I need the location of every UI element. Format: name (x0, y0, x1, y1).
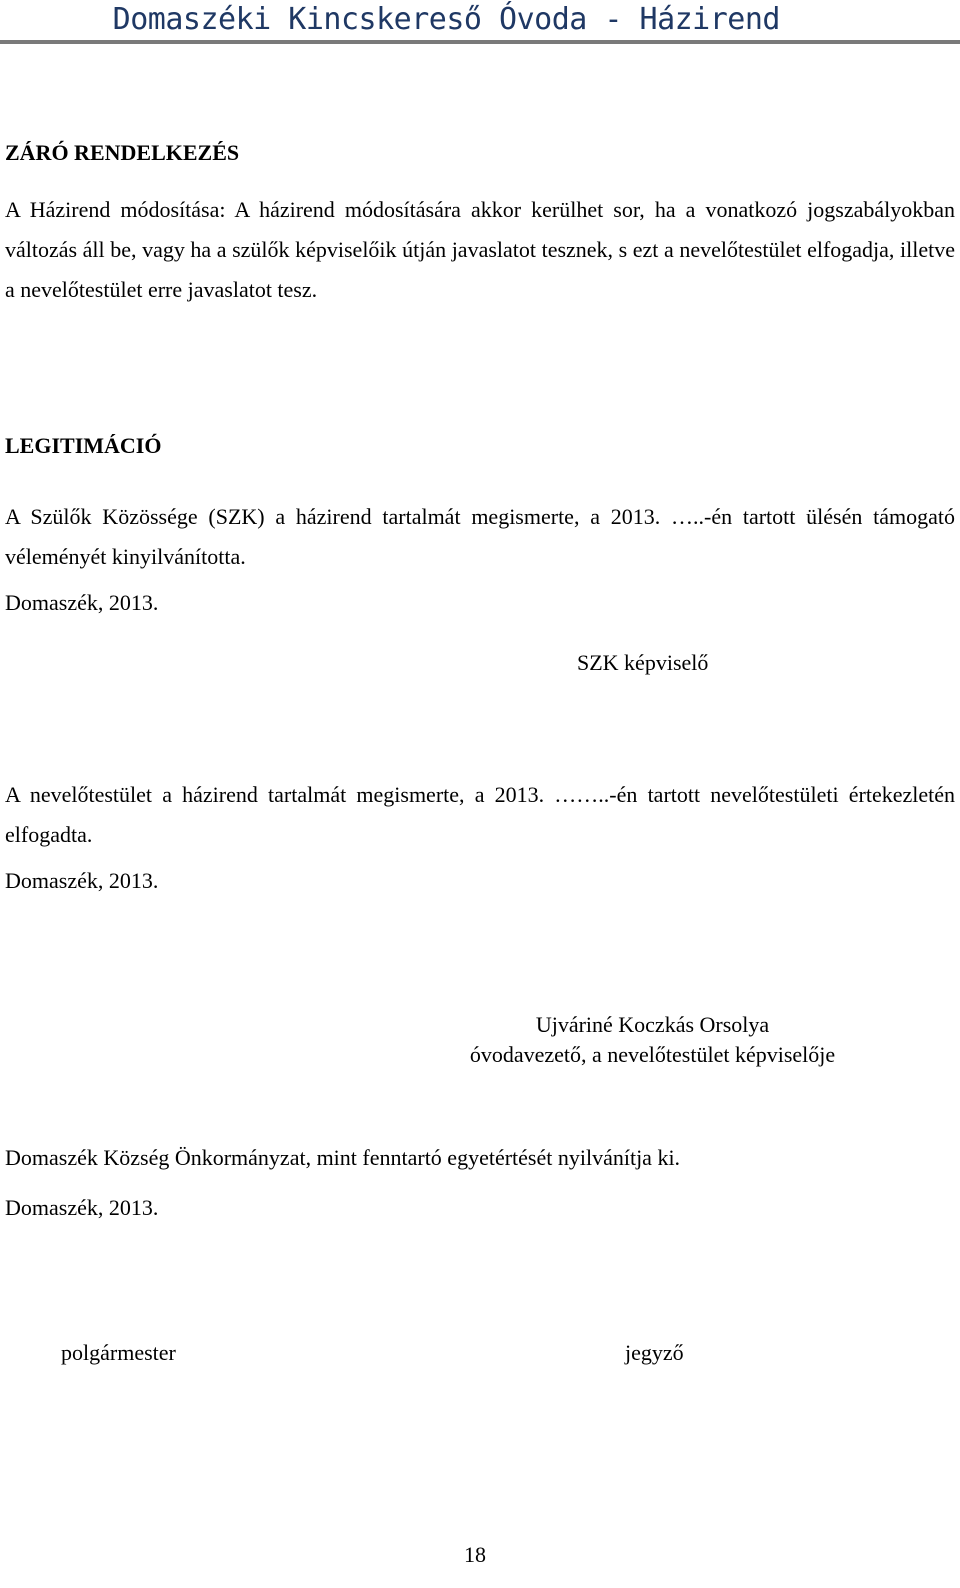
signer-mayor: polgármester (61, 1340, 176, 1365)
nt-paragraph: A nevelőtestület a házirend tartalmát megismerte, a 2013. ……..-én tartott nevelőtestületi értekezletén elfogadta. (5, 782, 955, 847)
section-heading-legitimacio: LEGITIMÁCIÓ (5, 433, 162, 458)
fenntarto-place-date: Domaszék, 2013. (5, 1195, 159, 1220)
header-rule (0, 40, 960, 44)
section-heading-zaro: ZÁRÓ RENDELKEZÉS (5, 140, 240, 165)
page-header (0, 0, 960, 44)
nt-place-date: Domaszék, 2013. (5, 868, 159, 893)
header-title: Domaszéki Kincskereső Óvoda - Házirend (112, 2, 780, 37)
signer-notary: jegyző (625, 1340, 684, 1365)
szk-place-date: Domaszék, 2013. (5, 590, 159, 615)
fenntarto-paragraph: Domaszék Község Önkormányzat, mint fenntartó egyetértését nyilvánítja ki. (5, 1145, 681, 1170)
nt-signer-role: óvodavezető, a nevelőtestület képviselője (469, 1042, 836, 1067)
page-number: 18 (464, 1542, 486, 1567)
szk-signer-label: SZK képviselő (577, 650, 709, 675)
szk-paragraph: A Szülők Közössége (SZK) a házirend tartalmát megismerte, a 2013. …..-én tartott ülésén támogató véleményét kinyilvánította. (5, 504, 955, 569)
zaro-paragraph: A Házirend módosítása: A házirend módosítására akkor kerülhet sor, ha a vonatkozó jogszabályokban változás áll be, vagy ha a szülők képviselőik útján javaslatot tesznek, s ezt a nevelőtestület elfogadja, illetve a nevelőtestület erre javaslatot tesz. (5, 197, 955, 302)
nt-signer-name: Ujváriné Koczkás Orsolya (535, 1012, 770, 1037)
